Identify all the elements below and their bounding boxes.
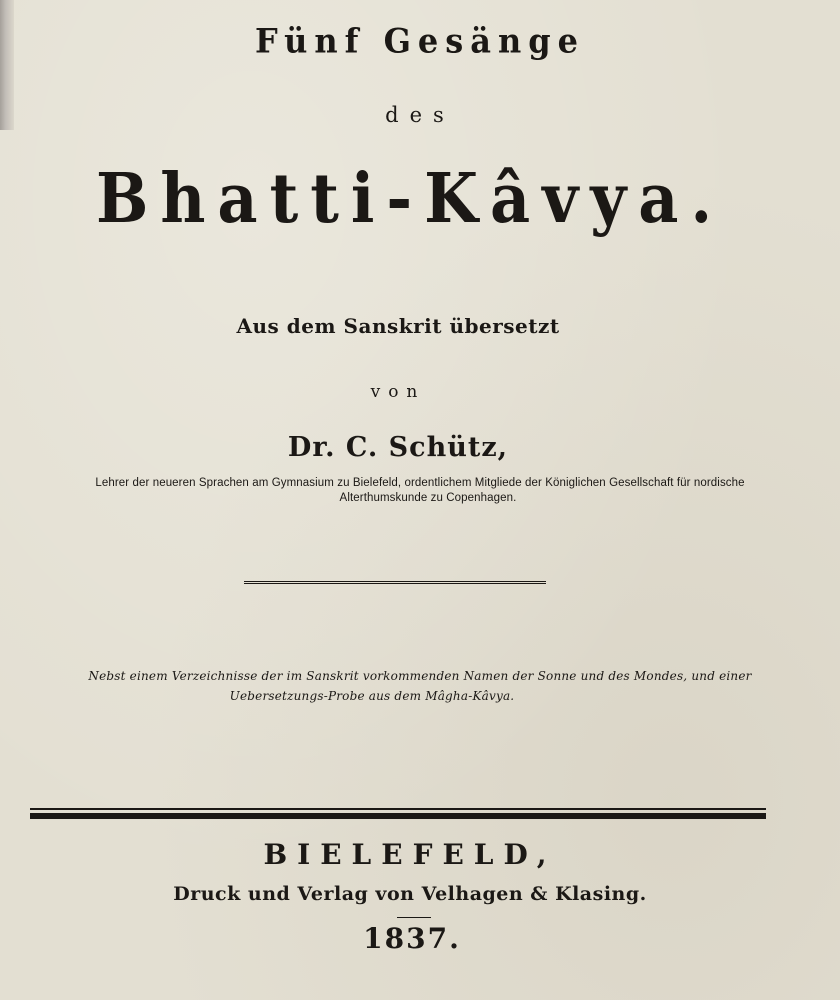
title-line-2: des [385, 103, 455, 127]
author-description [0, 476, 840, 506]
double-rule [244, 581, 546, 584]
supplement-note [0, 666, 840, 706]
supplement-note-line-1: Nebst einem Verzeichnisse der im Sanskrit vorkommenden Namen der Sonne und des Mondes, und einer [88, 669, 752, 683]
author-description-line-1: Lehrer der neueren Sprachen am Gymnasium zu Bielefeld, ordentlichem Mitgliede der Königlichen Gesellschaft für nordische [95, 477, 745, 489]
imprint-city: BIELEFELD, [263, 838, 557, 871]
imprint-year: 1837. [363, 922, 461, 955]
small-rule [397, 917, 431, 918]
thick-rule [30, 808, 766, 821]
imprint-publisher: Druck und Verlag von Velhagen & Klasing. [173, 883, 647, 905]
by-line: von [370, 382, 426, 402]
author-name: Dr. C. Schütz, [287, 432, 509, 463]
supplement-note-line-2: Uebersetzungs-Probe aus dem Mâgha-Kâvya. [229, 689, 515, 703]
title-line-1: Fünf Gesänge [254, 21, 586, 61]
subtitle: Aus dem Sanskrit übersetzt [236, 314, 560, 338]
main-title: Bhatti-Kâvya. [95, 158, 725, 239]
author-description-line-2: Alterthumskunde zu Copenhagen. [339, 492, 517, 504]
